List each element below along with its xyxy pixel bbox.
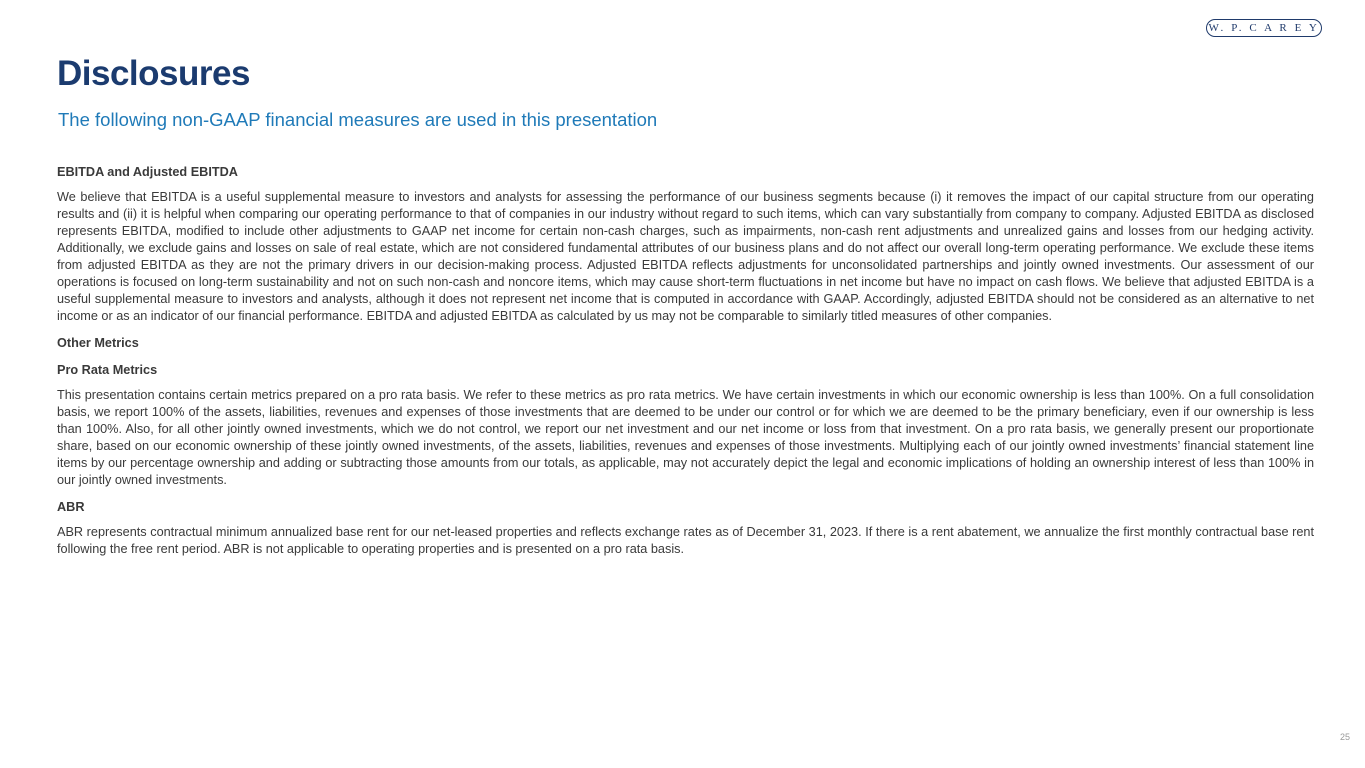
section-heading-other-metrics: Other Metrics: [57, 336, 139, 350]
section-body-pro-rata: This presentation contains certain metrics prepared on a pro rata basis. We refer to these metrics as pro rata metrics. We have certain investments in which our economic ownership is less than 100%. On a full consolidation basis, we report 100% of the assets, liabilities, revenues and expenses of those investments that are deemed to be under our control or for which we are deemed to be the primary beneficiary, even if our ownership is less than 100%. Also, for all other jointly owned investments, which we do not control, we report our net investment and our net income or loss from that investment. On a pro rata basis, we generally present our proportionate share, based on our economic ownership of these jointly owned investments, of the assets, liabilities, revenues and expenses of those investments. Multiplying each of our jointly owned investments’ financial statement line items by our percentage ownership and adding or subtracting those amounts from our totals, as applicable, may not accurately depict the legal and economic implications of holding an ownership interest of less than 100% in our jointly owned investments.: [57, 388, 1314, 487]
section-heading-abr: ABR: [57, 500, 85, 514]
page-title: Disclosures: [57, 54, 250, 93]
section-heading-pro-rata: Pro Rata Metrics: [57, 363, 158, 377]
section-heading-ebitda: EBITDA and Adjusted EBITDA: [57, 165, 238, 179]
section-body-ebitda: We believe that EBITDA is a useful supplemental measure to investors and analysts for assessing the performance of our business segments because (i) it removes the impact of our capital structure from our operating results and (ii) it is helpful when comparing our operating performance to that of companies in our industry without regard to such items, which can vary substantially from company to company. Adjusted EBITDA as disclosed represents EBITDA, modified to include other adjustments to GAAP net income for certain non-cash charges, such as impairments, non-cash rent adjustments and unrealized gains and losses from our hedging activity. Additionally, we exclude gains and losses on sale of real estate, which are not considered fundamental attributes of our business plans and do not affect our overall long-term operating performance. We exclude these items from adjusted EBITDA as they are not the primary drivers in our decision-making process. Adjusted EBITDA reflects adjustments for unconsolidated partnerships and jointly owned investments. Our assessment of our operations is focused on long-term sustainability and not on such non-cash and noncore items, which may cause short-term fluctuations in net income but have no impact on cash flows. We believe that adjusted EBITDA is a useful supplemental measure to investors and analysts, although it does not represent net income that is computed in accordance with GAAP. Accordingly, adjusted EBITDA should not be considered as an alternative to net income or as an indicator of our financial performance. EBITDA and adjusted EBITDA as calculated by us may not be comparable to similarly titled measures of other companies.: [57, 190, 1314, 323]
company-logo: W. P. C A R E Y: [1206, 19, 1322, 37]
page-subtitle: The following non-GAAP financial measures are used in this presentation: [58, 109, 658, 130]
disclosures-content: [57, 162, 1314, 558]
section-body-abr: ABR represents contractual minimum annualized base rent for our net-leased properties and reflects exchange rates as of December 31, 2023. If there is a rent abatement, we annualize the first monthly contractual base rent following the free rent period. ABR is not applicable to operating properties and is presented on a pro rata basis.: [57, 525, 1314, 556]
page-number: 25: [1339, 732, 1350, 742]
